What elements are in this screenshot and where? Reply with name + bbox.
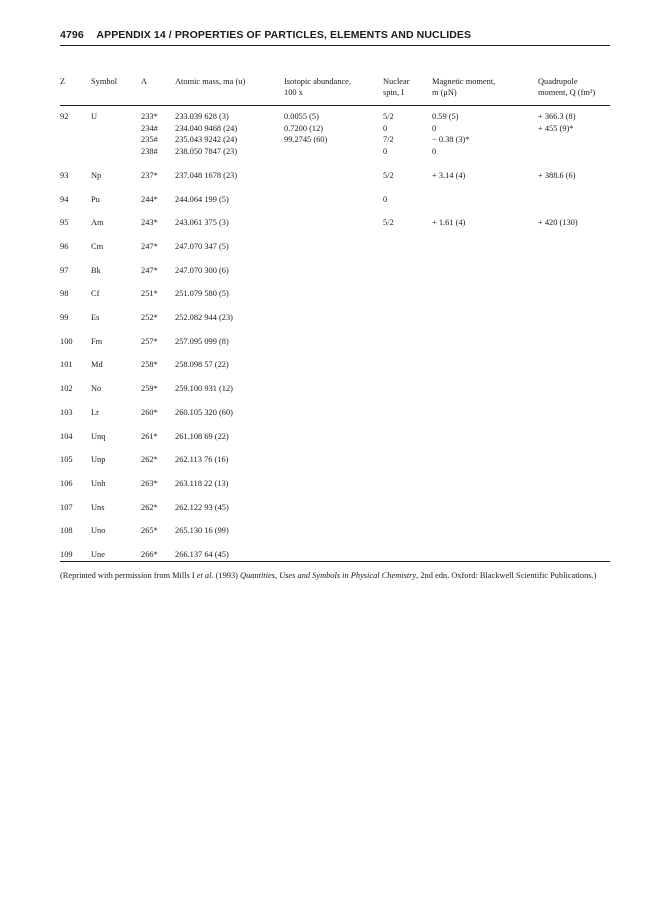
- cell-z: 109: [60, 550, 73, 559]
- cell-z: 107: [60, 502, 73, 512]
- cell-a: 261*: [141, 431, 158, 441]
- cell-mass: 261.108 69 (22): [175, 431, 229, 441]
- cell-magnetic: 0.59 (5) 0 − 0.38 (3)* 0: [432, 112, 470, 157]
- cell-a: 266*: [141, 550, 158, 559]
- cell-z: 103: [60, 407, 73, 417]
- cell-z: 99: [60, 313, 69, 322]
- column-header-spin: Nuclear spin, I: [383, 77, 410, 97]
- cell-magnetic: + 1.61 (4): [432, 218, 466, 228]
- cell-mass: 247.070 347 (5): [175, 241, 229, 251]
- cell-magnetic: + 3.14 (4): [432, 170, 466, 180]
- cell-a: 263*: [141, 478, 158, 488]
- table-bottom-rule: [60, 561, 610, 562]
- cell-symbol: Cf: [91, 289, 100, 299]
- cell-a: 243*: [141, 218, 158, 228]
- table-header-rule: [60, 105, 610, 106]
- cell-symbol: No: [91, 384, 102, 394]
- cell-symbol: Uns: [91, 502, 105, 512]
- cell-spin: 5/2: [383, 218, 394, 228]
- cell-symbol: Am: [91, 218, 104, 228]
- cell-a: 265*: [141, 526, 158, 536]
- cell-symbol: Cm: [91, 241, 104, 251]
- cell-a: 233* 234# 235# 238#: [141, 112, 158, 157]
- cell-a: 262*: [141, 455, 158, 465]
- cell-symbol: Une: [91, 550, 105, 559]
- cell-spin: 0: [383, 194, 388, 204]
- cell-mass: 252.082 944 (23): [175, 313, 233, 322]
- cell-a: 247*: [141, 265, 158, 275]
- cell-z: 105: [60, 455, 73, 465]
- cell-mass: 258.098 57 (22): [175, 360, 229, 370]
- cell-mass: 263.118 22 (13): [175, 478, 229, 488]
- cell-symbol: Es: [91, 313, 100, 322]
- cell-a: 260*: [141, 407, 158, 417]
- cell-z: 96: [60, 241, 69, 251]
- cell-symbol: Bk: [91, 265, 101, 275]
- cell-abundance: 0.0055 (5) 0.7200 (12) 99.2745 (60): [284, 112, 328, 145]
- cell-spin: 5/2: [383, 170, 394, 180]
- column-header-symbol: Symbol: [91, 77, 118, 86]
- cell-z: 100: [60, 336, 73, 346]
- cell-symbol: Pu: [91, 194, 100, 204]
- cell-z: 97: [60, 265, 69, 275]
- cell-mass: 260.105 320 (60): [175, 407, 233, 417]
- cell-quadrupole: + 420 (130): [538, 218, 578, 228]
- cell-symbol: U: [91, 112, 98, 121]
- cell-mass: 244.064 199 (5): [175, 194, 229, 204]
- cell-z: 102: [60, 384, 73, 394]
- cell-mass: 233.039 628 (3) 234.040 9468 (24) 235.043 9242 (24) 238.050 7847 (23): [175, 112, 238, 157]
- cell-symbol: Unq: [91, 431, 106, 441]
- column-header-z: Z: [60, 77, 66, 86]
- cell-symbol: Np: [91, 170, 102, 180]
- cell-a: 251*: [141, 289, 158, 299]
- column-header-magnetic-moment: Magnetic moment, m (μN): [432, 77, 496, 97]
- cell-mass: 257.095 099 (8): [175, 336, 229, 346]
- page-number: 4796: [60, 29, 84, 41]
- cell-z: 106: [60, 478, 73, 488]
- cell-mass: 265.130 16 (99): [175, 526, 229, 536]
- cell-symbol: Lr: [91, 407, 99, 417]
- cell-a: 247*: [141, 241, 158, 251]
- cell-a: 244*: [141, 194, 158, 204]
- header-rule: [60, 45, 610, 46]
- cell-mass: 262.122 93 (45): [175, 502, 229, 512]
- footnote: (Reprinted with permission from Mills I et al. (1993) Quantities, Uses and Symbols in Physical Chemistry, 2nd edn. Oxford: Blackwell Scientific Publications.): [60, 571, 597, 580]
- cell-mass: 262.113 76 (16): [175, 455, 229, 465]
- appendix-title: APPENDIX 14 / PROPERTIES OF PARTICLES, ELEMENTS AND NUCLIDES: [96, 29, 472, 41]
- cell-symbol: Md: [91, 360, 103, 370]
- cell-mass: 247.070 300 (6): [175, 265, 229, 275]
- cell-a: 252*: [141, 313, 158, 322]
- cell-a: 257*: [141, 336, 158, 346]
- cell-a: 259*: [141, 384, 158, 394]
- cell-spin: 5/2 0 7/2 0: [383, 112, 394, 157]
- cell-z: 98: [60, 289, 69, 299]
- cell-z: 94: [60, 194, 69, 204]
- cell-z: 104: [60, 431, 73, 441]
- cell-z: 95: [60, 218, 69, 228]
- cell-mass: 259.100 931 (12): [175, 384, 233, 394]
- cell-a: 237*: [141, 170, 158, 180]
- cell-mass: 266.137 64 (45): [175, 550, 229, 559]
- column-header-quadrupole: Quadrupole moment, Q (fm²): [538, 77, 596, 97]
- cell-mass: 237.048 1678 (23): [175, 170, 238, 180]
- cell-z: 92: [60, 112, 69, 121]
- cell-symbol: Uno: [91, 526, 106, 536]
- column-header-atomic-mass: Atomic mass, ma (u): [175, 77, 246, 86]
- cell-a: 258*: [141, 360, 158, 370]
- cell-z: 93: [60, 170, 69, 180]
- cell-quadrupole: + 366.3 (8) + 455 (9)*: [538, 112, 576, 133]
- cell-z: 108: [60, 526, 73, 536]
- cell-symbol: Unp: [91, 455, 106, 465]
- cell-mass: 251.079 580 (5): [175, 289, 229, 299]
- cell-z: 101: [60, 360, 73, 370]
- cell-a: 262*: [141, 502, 158, 512]
- cell-symbol: Unh: [91, 478, 106, 488]
- cell-symbol: Fm: [91, 336, 103, 346]
- cell-mass: 243.061 375 (3): [175, 218, 229, 228]
- column-header-a: A: [141, 77, 148, 86]
- cell-quadrupole: + 388.6 (6): [538, 170, 576, 180]
- column-header-abundance: Isotopic abundance, 100 x: [284, 77, 351, 97]
- page-header: [60, 29, 608, 41]
